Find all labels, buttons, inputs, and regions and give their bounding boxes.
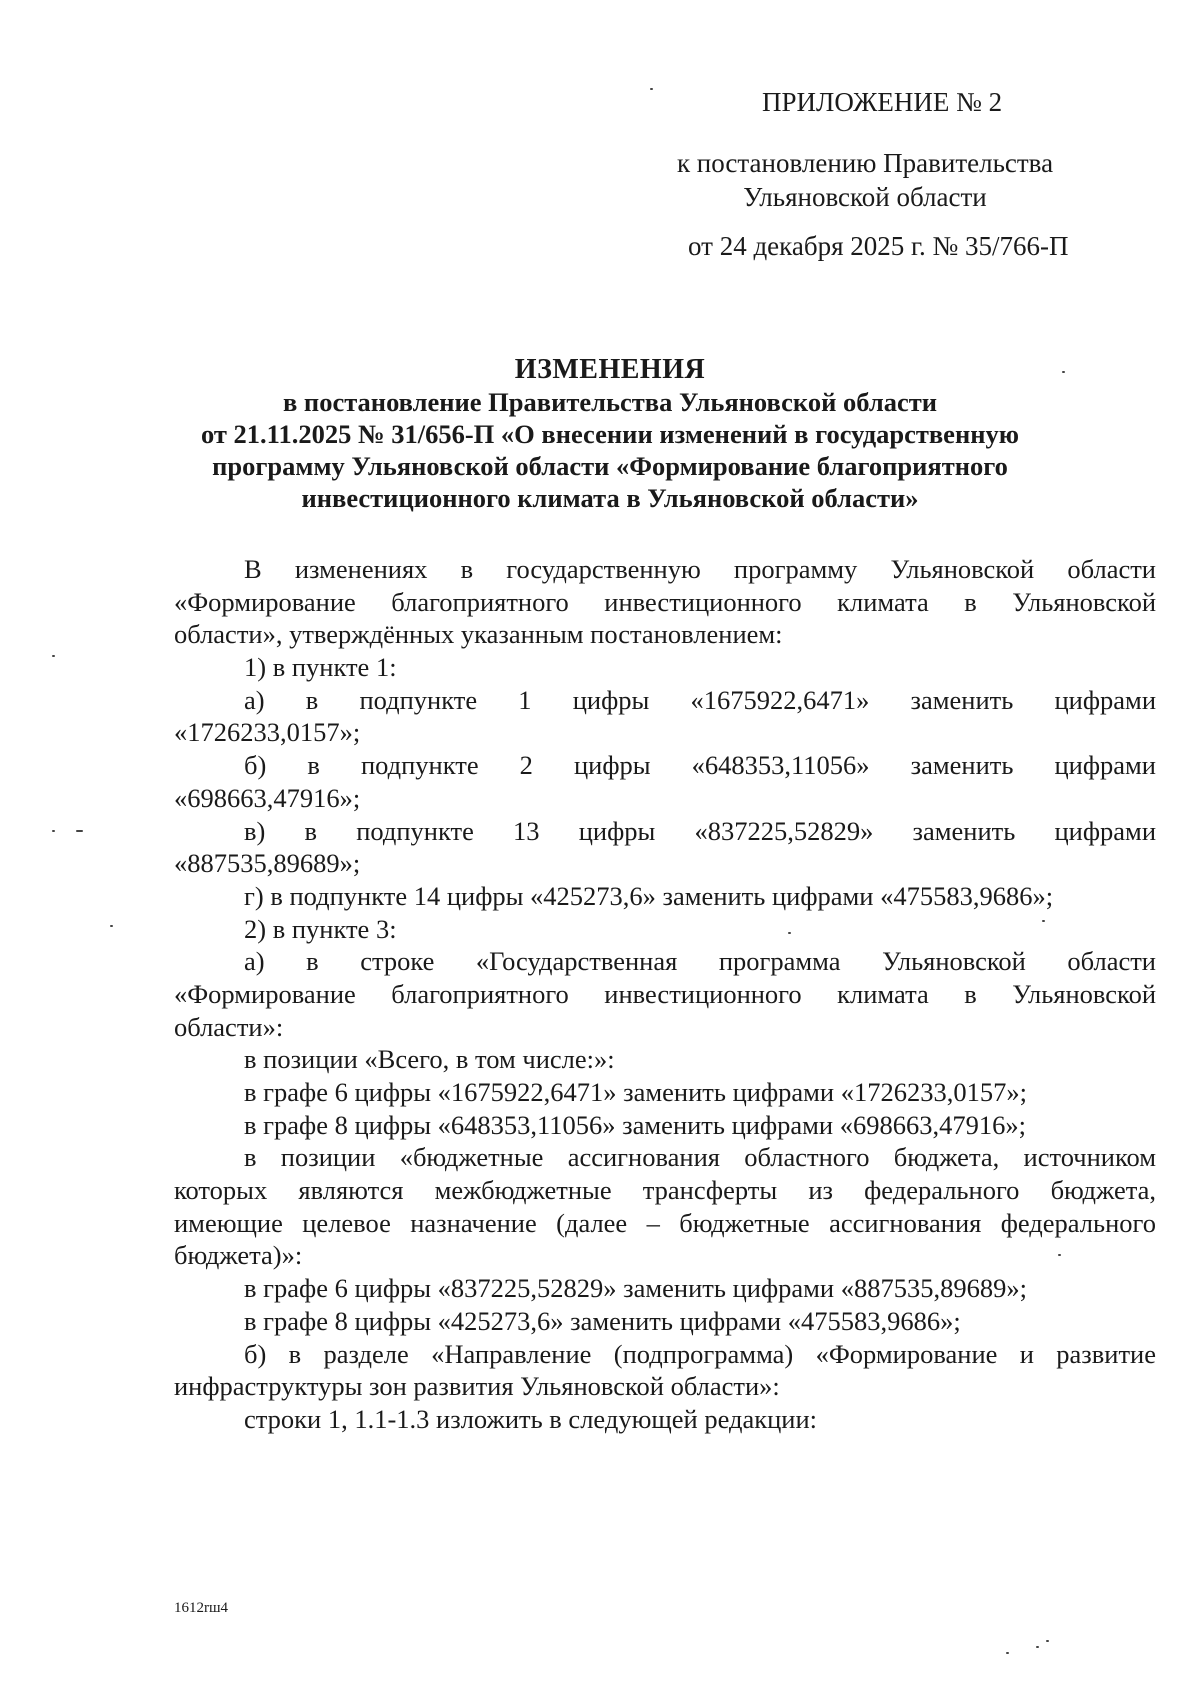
- scan-speck: [52, 830, 55, 832]
- body-line: в) в подпункте 13 цифры «837225,52829» заменить цифрами: [244, 815, 1156, 846]
- body-line: инфраструктуры зон развития Ульяновской области»:: [174, 1371, 780, 1402]
- scan-speck: [110, 925, 113, 927]
- scan-speck: [1046, 1640, 1049, 1642]
- resolution-reference: [660, 146, 1070, 214]
- resolution-date-number: от 24 декабря 2025 г. № 35/766-П: [688, 231, 1069, 261]
- scan-speck: [1036, 1646, 1039, 1648]
- body-line: бюджета)»:: [174, 1240, 303, 1271]
- scan-speck: [1058, 1254, 1061, 1256]
- scan-speck: [52, 655, 55, 657]
- body-line: в позиции «Всего, в том числе:»:: [244, 1044, 615, 1075]
- body-line: в графе 6 цифры «1675922,6471» заменить цифрами «1726233,0157»;: [244, 1077, 1027, 1107]
- body-line: б) в разделе «Направление (подпрограмма) «Формирование и развитие: [244, 1338, 1156, 1369]
- body-line: «Формирование благоприятного инвестиционного климата в Ульяновской: [174, 586, 1156, 617]
- document-body: [174, 553, 1156, 1436]
- body-line: имеющие целевое назначение (далее – бюджетные ассигнования федерального: [174, 1207, 1156, 1238]
- title-line-4: инвестиционного климата в Ульяновской области»: [301, 483, 919, 513]
- title-line-3: программу Ульяновской области «Формирование благоприятного: [212, 451, 1008, 481]
- body-line: которых являются межбюджетные трансферты из федерального бюджета,: [174, 1175, 1156, 1206]
- body-line: В изменениях в государственную программу Ульяновской области: [244, 554, 1156, 584]
- document-code: 1612rш4: [174, 1600, 229, 1616]
- body-line: в графе 8 цифры «425273,6» заменить цифрами «475583,9686»;: [244, 1305, 961, 1336]
- scan-speck: [1006, 1652, 1009, 1654]
- title-main: ИЗМЕНЕНИЯ: [514, 354, 706, 385]
- scan-speck: [788, 932, 791, 934]
- title-line-2: от 21.11.2025 № 31/656-П «О внесении изменений в государственную: [201, 419, 1019, 449]
- appendix-number: ПРИЛОЖЕНИЕ № 2: [762, 87, 1003, 117]
- title-line-1: в постановление Правительства Ульяновской области: [283, 387, 937, 417]
- body-line: в позиции «бюджетные ассигнования областного бюджета, источником: [244, 1142, 1156, 1173]
- body-line: а) в строке «Государственная программа Ульяновской области: [244, 946, 1156, 977]
- body-line: «887535,89689»;: [174, 848, 361, 879]
- scan-speck: [1062, 371, 1065, 373]
- body-line: 2) в пункте 3:: [244, 913, 397, 944]
- body-line: 1) в пункте 1:: [244, 652, 397, 683]
- scan-speck: [650, 88, 653, 90]
- body-line: строки 1, 1.1-1.3 изложить в следующей редакции:: [244, 1403, 818, 1434]
- body-line: в графе 8 цифры «648353,11056» заменить цифрами «698663,47916»;: [244, 1109, 1026, 1140]
- scan-speck: [76, 830, 83, 832]
- body-line: б) в подпункте 2 цифры «648353,11056» заменить цифрами: [244, 750, 1156, 781]
- document-title: [160, 354, 1060, 514]
- resolution-reference-line-1: к постановлению Правительства: [676, 148, 1054, 178]
- body-line: области», утверждённых указанным постановлением:: [174, 619, 783, 650]
- body-line: «698663,47916»;: [174, 782, 361, 813]
- body-line: в графе 6 цифры «837225,52829» заменить цифрами «887535,89689»;: [244, 1273, 1027, 1304]
- body-line: области»:: [174, 1011, 284, 1042]
- body-line: «1726233,0157»;: [174, 717, 361, 748]
- scan-speck: [1042, 920, 1045, 922]
- body-line: «Формирование благоприятного инвестиционного климата в Ульяновской: [174, 978, 1156, 1009]
- resolution-reference-line-2: Ульяновской области: [743, 182, 987, 212]
- body-line: а) в подпункте 1 цифры «1675922,6471» заменить цифрами: [244, 684, 1156, 715]
- body-line: г) в подпункте 14 цифры «425273,6» заменить цифрами «475583,9686»;: [244, 880, 1054, 911]
